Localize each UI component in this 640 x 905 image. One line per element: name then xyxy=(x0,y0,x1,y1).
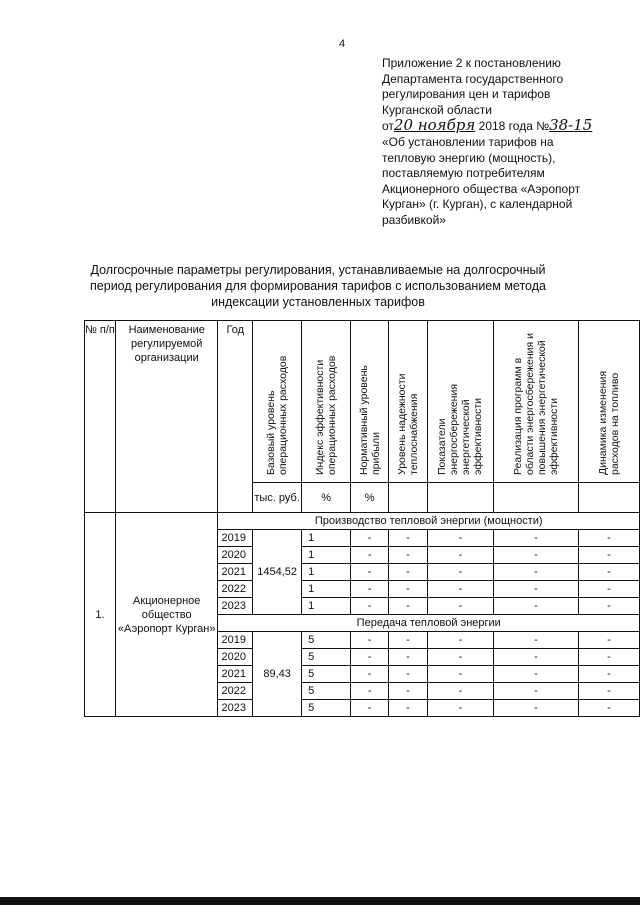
appendix-line: Курганской области xyxy=(382,102,492,117)
fuel-dynamics-cell: - xyxy=(578,564,639,581)
fuel-dynamics-cell: - xyxy=(578,649,639,666)
year-cell: 2022 xyxy=(218,581,253,598)
reliability-cell: - xyxy=(389,683,428,700)
efficiency-index-cell: 1 xyxy=(302,547,351,564)
reliability-cell: - xyxy=(389,649,428,666)
programs-cell: - xyxy=(493,683,578,700)
programs-cell: - xyxy=(493,632,578,649)
unit-empty xyxy=(427,483,493,513)
section-name: Производство тепловой энергии (мощности) xyxy=(218,513,640,530)
appendix-line: тепловую энергию (мощность), xyxy=(382,150,556,165)
year-cell: 2023 xyxy=(218,598,253,615)
efficiency-index-cell: 1 xyxy=(302,530,351,547)
section-row xyxy=(85,513,640,530)
efficiency-index-cell: 1 xyxy=(302,581,351,598)
appendix-line: Департамента государственного xyxy=(382,71,564,86)
programs-cell: - xyxy=(493,581,578,598)
fuel-dynamics-cell: - xyxy=(578,530,639,547)
energy-saving-cell: - xyxy=(427,581,493,598)
profit-cell: - xyxy=(351,700,389,717)
scan-edge-bar xyxy=(0,897,640,905)
programs-cell: - xyxy=(493,700,578,717)
appendix-line: разбивкой» xyxy=(382,212,446,227)
profit-cell: - xyxy=(351,666,389,683)
handwritten-date: 20 ноября xyxy=(393,116,476,135)
unit-empty xyxy=(389,483,428,513)
profit-cell: - xyxy=(351,547,389,564)
fuel-dynamics-cell: - xyxy=(578,632,639,649)
document-title: Долгосрочные параметры регулирования, устанавливаемые на долгосрочный период регулирования для формирования тарифов с использованием метода индексации установленных тарифов xyxy=(90,263,546,309)
year-cell: 2021 xyxy=(218,666,253,683)
appendix-line: «Об установлении тарифов на xyxy=(382,134,554,149)
header-reliability: Уровень надежности теплоснабжения xyxy=(389,321,428,483)
unit-eff: % xyxy=(302,483,351,513)
base-level-value: 89,43 xyxy=(253,632,302,717)
year-cell: 2021 xyxy=(218,564,253,581)
profit-cell: - xyxy=(351,649,389,666)
fuel-dynamics-cell: - xyxy=(578,700,639,717)
unit-empty xyxy=(578,483,639,513)
fuel-dynamics-cell: - xyxy=(578,581,639,598)
year-cell: 2019 xyxy=(218,632,253,649)
programs-cell: - xyxy=(493,649,578,666)
base-level-value: 1454,52 xyxy=(253,530,302,615)
programs-cell: - xyxy=(493,547,578,564)
header-year: Год xyxy=(218,321,253,513)
appendix-line: поставляемую потребителям xyxy=(382,166,545,181)
efficiency-index-cell: 1 xyxy=(302,598,351,615)
reliability-cell: - xyxy=(389,632,428,649)
header-base: Базовый уровень операционных расходов xyxy=(253,321,302,483)
appendix-line: Курган» (г. Курган), с календарной xyxy=(382,197,573,212)
energy-saving-cell: - xyxy=(427,649,493,666)
efficiency-index-cell: 1 xyxy=(302,564,351,581)
profit-cell: - xyxy=(351,632,389,649)
appendix-block xyxy=(382,56,632,229)
energy-saving-cell: - xyxy=(427,666,493,683)
unit-profit: % xyxy=(351,483,389,513)
energy-saving-cell: - xyxy=(427,683,493,700)
appendix-line: Акционерного общества «Аэропорт xyxy=(382,181,581,196)
unit-empty xyxy=(493,483,578,513)
reliability-cell: - xyxy=(389,547,428,564)
organization-name: Акционерное общество «Аэропорт Курган» xyxy=(115,513,218,717)
year-cell: 2023 xyxy=(218,700,253,717)
energy-saving-cell: - xyxy=(427,530,493,547)
section-name: Передача тепловой энергии xyxy=(218,615,640,632)
header-eff: Индекс эффективности операционных расходов xyxy=(302,321,351,483)
unit-base: тыс. руб. xyxy=(253,483,302,513)
parameters-table xyxy=(84,320,640,717)
profit-cell: - xyxy=(351,598,389,615)
reliability-cell: - xyxy=(389,598,428,615)
fuel-dynamics-cell: - xyxy=(578,666,639,683)
header-programs: Реализация программ в области энергосбережения и повышения энергетической эффективности xyxy=(493,321,578,483)
date-year: 2018 года № xyxy=(478,119,550,134)
year-cell: 2019 xyxy=(218,530,253,547)
reliability-cell: - xyxy=(389,700,428,717)
appendix-date-line xyxy=(382,118,632,135)
row-number: 1. xyxy=(85,513,116,717)
efficiency-index-cell: 5 xyxy=(302,632,351,649)
energy-saving-cell: - xyxy=(427,547,493,564)
reliability-cell: - xyxy=(389,581,428,598)
fuel-dynamics-cell: - xyxy=(578,598,639,615)
reliability-cell: - xyxy=(389,530,428,547)
year-cell: 2022 xyxy=(218,683,253,700)
header-org: Наименование регулируемой организации xyxy=(115,321,218,513)
fuel-dynamics-cell: - xyxy=(578,683,639,700)
programs-cell: - xyxy=(493,530,578,547)
energy-saving-cell: - xyxy=(427,632,493,649)
efficiency-index-cell: 5 xyxy=(302,700,351,717)
handwritten-number: 38-15 xyxy=(549,116,593,135)
year-cell: 2020 xyxy=(218,547,253,564)
reliability-cell: - xyxy=(389,564,428,581)
header-fuel: Динамика изменения расходов на топливо xyxy=(578,321,639,483)
programs-cell: - xyxy=(493,564,578,581)
energy-saving-cell: - xyxy=(427,700,493,717)
energy-saving-cell: - xyxy=(427,598,493,615)
page-number: 4 xyxy=(339,38,346,50)
fuel-dynamics-cell: - xyxy=(578,547,639,564)
energy-saving-cell: - xyxy=(427,564,493,581)
header-profit: Нормативный уровень прибыли xyxy=(351,321,389,483)
programs-cell: - xyxy=(493,598,578,615)
reliability-cell: - xyxy=(389,666,428,683)
appendix-line: регулирования цен и тарифов xyxy=(382,87,551,102)
profit-cell: - xyxy=(351,683,389,700)
efficiency-index-cell: 5 xyxy=(302,683,351,700)
date-prefix: от xyxy=(382,119,394,134)
profit-cell: - xyxy=(351,530,389,547)
header-num: № п/п xyxy=(85,321,116,513)
header-energy: Показатели энергосбережения энергетической эффективности xyxy=(427,321,493,483)
efficiency-index-cell: 5 xyxy=(302,666,351,683)
programs-cell: - xyxy=(493,666,578,683)
year-cell: 2020 xyxy=(218,649,253,666)
profit-cell: - xyxy=(351,581,389,598)
efficiency-index-cell: 5 xyxy=(302,649,351,666)
profit-cell: - xyxy=(351,564,389,581)
appendix-line: Приложение 2 к постановлению xyxy=(382,56,561,70)
